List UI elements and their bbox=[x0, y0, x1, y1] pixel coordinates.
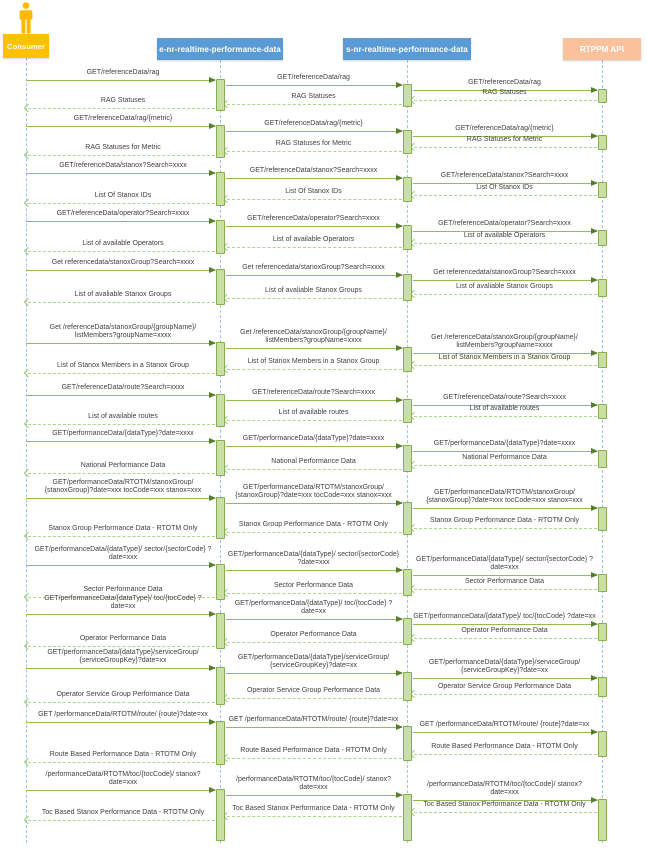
response-label: List of available Operators bbox=[272, 236, 355, 244]
activation-bar-s-nr-realtime-performance-data bbox=[403, 225, 412, 250]
request-arrow bbox=[26, 498, 215, 499]
response-arrow bbox=[227, 698, 402, 699]
response-label: National Performance Data bbox=[80, 462, 166, 470]
request-label: /performanceData/RTOTM/toc/{tocCode}/ stanox?date=xxx bbox=[45, 770, 201, 787]
activation-bar-s-nr-realtime-performance-data bbox=[403, 726, 412, 761]
response-arrow bbox=[414, 416, 597, 417]
request-label: GET/performanceData/{dataType}/serviceGroup/ {serviceGroupKey}?date=xx bbox=[237, 653, 390, 670]
response-arrow bbox=[414, 528, 597, 529]
response-label: List of avaliable Stanox Groups bbox=[265, 287, 362, 295]
response-arrow bbox=[227, 199, 402, 200]
response-arrow bbox=[414, 694, 597, 695]
request-label: GET /performanceData/RTOTM/route/ {route}?date=xx bbox=[228, 716, 399, 724]
request-arrow bbox=[26, 565, 215, 566]
request-label: GET/performanceData/{dataType}/ sector/{sectorCode} ?date=xxx bbox=[34, 545, 212, 562]
request-label: Get /referenceData/stanoxGroup/{groupName}/ listMembers?groupName=xxxx bbox=[431, 333, 578, 350]
request-label: GET/performanceData/RTOTM/stanoxGroup/ {stanoxGroup}?date=xxx tocCode=xxx stanox=xxx bbox=[235, 483, 392, 500]
response-label: List of Stanox Members in a Stanox Group bbox=[247, 358, 380, 366]
response-label: List of avaliable Stanox Groups bbox=[74, 291, 172, 299]
request-arrow bbox=[413, 624, 597, 625]
response-label: Operator Performance Data bbox=[461, 627, 548, 635]
response-label: List of Stanox Members in a Stanox Group bbox=[57, 362, 189, 370]
response-arrow bbox=[227, 104, 402, 105]
request-label: GET/referenceData/operator?Search=xxxx bbox=[56, 210, 190, 218]
response-arrow bbox=[414, 100, 597, 101]
activation-bar-s-nr-realtime-performance-data bbox=[403, 177, 412, 202]
activation-bar-e-nr-realtime-performance-data bbox=[216, 440, 225, 476]
request-label: GET/referenceData/route?Search=xxxx bbox=[61, 384, 185, 392]
response-label: Operator Performance Data bbox=[79, 635, 167, 643]
request-label: GET/referenceData/rag bbox=[277, 74, 350, 82]
request-arrow bbox=[26, 270, 215, 271]
activation-bar-rtppm-api bbox=[598, 450, 607, 468]
response-label: RAG Statuses bbox=[291, 93, 336, 101]
response-label: Stanox Group Performance Data - RTOTM Only bbox=[238, 521, 389, 529]
activation-bar-s-nr-realtime-performance-data bbox=[403, 130, 412, 154]
response-arrow bbox=[414, 812, 597, 813]
response-arrow bbox=[414, 465, 597, 466]
activation-bar-e-nr-realtime-performance-data bbox=[216, 342, 225, 376]
actor-header-rtppm-api bbox=[563, 38, 641, 60]
request-arrow bbox=[26, 722, 215, 723]
request-arrow bbox=[226, 795, 402, 796]
response-arrow bbox=[414, 589, 597, 590]
response-arrow bbox=[414, 294, 597, 295]
response-arrow bbox=[28, 473, 215, 474]
response-label: Stanox Group Performance Data - RTOTM Only bbox=[48, 525, 198, 533]
activation-bar-rtppm-api bbox=[598, 135, 607, 150]
request-label: GET/performanceData/{dataType}?date=xxxx bbox=[52, 430, 194, 438]
request-label: Get referencedata/stanoxGroup?Search=xxxx bbox=[242, 264, 385, 272]
response-arrow bbox=[227, 469, 402, 470]
response-label: Route Based Performance Data - RTOTM Only bbox=[240, 747, 387, 755]
request-label: GET/performanceData/{dataType}/ toc/{tocCode} ?date=xx bbox=[413, 613, 596, 621]
request-arrow bbox=[26, 126, 215, 127]
activation-bar-rtppm-api bbox=[598, 230, 607, 246]
response-arrow bbox=[28, 108, 215, 109]
response-arrow bbox=[414, 147, 597, 148]
request-arrow bbox=[26, 173, 215, 174]
response-label: Toc Based Stanox Performance Data - RTOTM Only bbox=[41, 809, 205, 817]
request-arrow bbox=[26, 668, 215, 669]
response-label: List Of Stanox IDs bbox=[94, 192, 152, 200]
request-label: Get /referenceData/stanoxGroup/{groupName}/ listMembers?groupName=xxxx bbox=[240, 328, 387, 345]
request-arrow bbox=[26, 395, 215, 396]
response-arrow bbox=[28, 702, 215, 703]
request-arrow bbox=[413, 732, 597, 733]
response-label: List of available routes bbox=[88, 413, 158, 421]
activation-bar-rtppm-api bbox=[598, 507, 607, 531]
request-label: GET/referenceData/rag/{metric} bbox=[73, 115, 173, 123]
activation-bar-e-nr-realtime-performance-data bbox=[216, 613, 225, 649]
response-arrow bbox=[227, 298, 402, 299]
request-label: GET/performanceData/{dataType}?date=xxxx bbox=[242, 435, 385, 443]
activation-bar-s-nr-realtime-performance-data bbox=[403, 672, 412, 701]
activation-bar-s-nr-realtime-performance-data bbox=[403, 445, 412, 472]
response-label: List Of Stanox IDs bbox=[476, 184, 533, 192]
response-arrow bbox=[414, 195, 597, 196]
response-label: Operator Service Group Performance Data bbox=[437, 683, 572, 691]
request-label: GET/referenceData/stanox?Search=xxxx bbox=[440, 172, 569, 180]
response-label: RAG Statuses for Metric bbox=[275, 140, 352, 148]
activation-bar-e-nr-realtime-performance-data bbox=[216, 564, 225, 600]
activation-bar-e-nr-realtime-performance-data bbox=[216, 667, 225, 705]
response-label: List of avaliable Stanox Groups bbox=[456, 283, 553, 291]
response-label: Operator Performance Data bbox=[270, 631, 357, 639]
request-arrow bbox=[413, 508, 597, 509]
response-arrow bbox=[28, 762, 215, 763]
activation-bar-rtppm-api bbox=[598, 89, 607, 103]
activation-bar-rtppm-api bbox=[598, 182, 607, 198]
request-label: GET/referenceData/operator?Search=xxxx bbox=[438, 220, 571, 228]
activation-bar-rtppm-api bbox=[598, 279, 607, 297]
response-label: List of available Operators bbox=[82, 240, 164, 248]
response-arrow bbox=[28, 536, 215, 537]
request-label: GET/referenceData/rag/{metric} bbox=[455, 125, 554, 133]
request-label: GET/referenceData/route?Search=xxxx bbox=[252, 389, 375, 397]
response-arrow bbox=[227, 532, 402, 533]
request-arrow bbox=[226, 131, 402, 132]
activation-bar-rtppm-api bbox=[598, 352, 607, 368]
response-arrow bbox=[414, 638, 597, 639]
response-arrow bbox=[28, 155, 215, 156]
response-label: RAG Statuses for Metric bbox=[85, 144, 161, 152]
response-arrow bbox=[28, 820, 215, 821]
response-label: List of available routes bbox=[469, 405, 540, 413]
request-label: GET /performanceData/RTOTM/route/ {route}?date=xx bbox=[419, 721, 590, 729]
request-arrow bbox=[226, 619, 402, 620]
response-label: Stanox Group Performance Data - RTOTM Only bbox=[429, 517, 580, 525]
request-arrow bbox=[226, 446, 402, 447]
request-arrow bbox=[413, 678, 597, 679]
response-label: List of Stanox Members in a Stanox Group bbox=[438, 354, 571, 362]
request-label: Get /referenceData/stanoxGroup/{groupName}/ listMembers?groupName=xxxx bbox=[49, 323, 197, 340]
activation-bar-s-nr-realtime-performance-data bbox=[403, 618, 412, 645]
request-arrow bbox=[226, 226, 402, 227]
request-arrow bbox=[226, 348, 402, 349]
activation-bar-e-nr-realtime-performance-data bbox=[216, 721, 225, 765]
activation-bar-s-nr-realtime-performance-data bbox=[403, 274, 412, 301]
response-arrow bbox=[28, 646, 215, 647]
actor-label: s-nr-realtime-performance-data bbox=[346, 44, 468, 54]
response-label: Route Based Performance Data - RTOTM Only bbox=[431, 743, 578, 751]
response-label: Route Based Performance Data - RTOTM Only bbox=[49, 751, 197, 759]
response-arrow bbox=[28, 251, 215, 252]
request-label: GET/referenceData/rag bbox=[468, 79, 541, 87]
actor-label: e-nr-realtime-performance-data bbox=[159, 44, 281, 54]
actor-header-s-nr-realtime-performance-data bbox=[343, 38, 471, 60]
response-arrow bbox=[227, 247, 402, 248]
request-arrow bbox=[26, 343, 215, 344]
response-label: National Performance Data bbox=[462, 454, 547, 462]
request-label: GET/referenceData/stanox?Search=xxxx bbox=[249, 167, 378, 175]
activation-bar-e-nr-realtime-performance-data bbox=[216, 789, 225, 841]
request-label: GET/performanceData/{dataType}/ sector/{sectorCode} ?date=xxx bbox=[227, 550, 400, 567]
response-label: Sector Performance Data bbox=[83, 586, 163, 594]
activation-bar-rtppm-api bbox=[598, 574, 607, 592]
request-label: GET/referenceData/rag/{metric} bbox=[264, 120, 363, 128]
response-label: Operator Service Group Performance Data bbox=[56, 691, 190, 699]
activation-bar-e-nr-realtime-performance-data bbox=[216, 125, 225, 158]
actor-label: Consumer bbox=[7, 41, 45, 51]
request-label: GET/performanceData/{dataType}/ toc/{tocCode} ?date=xx bbox=[234, 599, 393, 616]
request-label: GET/performanceData/RTOTM/stanoxGroup/ {stanoxGroup}?date=xxx tocCode=xxx stanox=xxx bbox=[44, 478, 202, 495]
response-arrow bbox=[414, 754, 597, 755]
activation-bar-s-nr-realtime-performance-data bbox=[403, 794, 412, 841]
activation-bar-e-nr-realtime-performance-data bbox=[216, 172, 225, 206]
activation-bar-s-nr-realtime-performance-data bbox=[403, 84, 412, 107]
response-arrow bbox=[227, 642, 402, 643]
activation-bar-e-nr-realtime-performance-data bbox=[216, 497, 225, 539]
response-label: Sector Performance Data bbox=[274, 582, 353, 590]
request-arrow bbox=[26, 80, 215, 81]
request-label: Get referencedata/stanoxGroup?Search=xxxx bbox=[51, 259, 195, 267]
actor-label: RTPPM API bbox=[579, 44, 625, 54]
request-label: GET/referenceData/route?Search=xxxx bbox=[443, 394, 566, 402]
activation-bar-s-nr-realtime-performance-data bbox=[403, 347, 412, 372]
response-label: Toc Based Stanox Performance Data - RTOTM Only bbox=[232, 805, 395, 813]
response-label: RAG Statuses bbox=[100, 97, 146, 105]
activation-bar-rtppm-api bbox=[598, 731, 607, 757]
response-arrow bbox=[227, 151, 402, 152]
response-arrow bbox=[227, 420, 402, 421]
request-label: GET/referenceData/rag bbox=[86, 69, 160, 77]
response-arrow bbox=[227, 816, 402, 817]
response-label: National Performance Data bbox=[271, 458, 356, 466]
request-arrow bbox=[413, 451, 597, 452]
request-label: /performanceData/RTOTM/toc/{tocCode}/ stanox?date=xxx bbox=[236, 775, 391, 792]
request-arrow bbox=[26, 441, 215, 442]
response-arrow bbox=[227, 593, 402, 594]
activation-bar-rtppm-api bbox=[598, 404, 607, 419]
request-arrow bbox=[226, 400, 402, 401]
request-label: GET/performanceData/{dataType}/serviceGroup/ {serviceGroupKey}?date=xx bbox=[47, 648, 199, 665]
response-label: RAG Statuses for Metric bbox=[466, 136, 543, 144]
request-label: GET/performanceData/{dataType}?date=xxxx bbox=[433, 440, 576, 448]
response-arrow bbox=[28, 424, 215, 425]
response-label: Sector Performance Data bbox=[465, 578, 544, 586]
request-arrow bbox=[26, 221, 215, 222]
activation-bar-s-nr-realtime-performance-data bbox=[403, 399, 412, 423]
activation-bar-e-nr-realtime-performance-data bbox=[216, 79, 225, 111]
activation-bar-rtppm-api bbox=[598, 799, 607, 841]
actor-header-consumer bbox=[3, 34, 49, 58]
request-arrow bbox=[226, 85, 402, 86]
request-arrow bbox=[226, 503, 402, 504]
response-label: RAG Statuses bbox=[482, 89, 527, 97]
response-label: List Of Stanox IDs bbox=[285, 188, 342, 196]
request-arrow bbox=[413, 575, 597, 576]
request-label: GET/performanceData/{dataType}/serviceGroup/ {serviceGroupKey}?date=xx bbox=[428, 658, 581, 675]
response-arrow bbox=[227, 369, 402, 370]
lifeline-consumer bbox=[26, 58, 27, 843]
response-arrow bbox=[28, 302, 215, 303]
activation-bar-rtppm-api bbox=[598, 677, 607, 697]
request-label: GET/referenceData/operator?Search=xxxx bbox=[247, 215, 380, 223]
response-arrow bbox=[28, 203, 215, 204]
request-label: /performanceData/RTOTM/toc/{tocCode}/ stanox?date=xxx bbox=[427, 780, 582, 797]
activation-bar-e-nr-realtime-performance-data bbox=[216, 220, 225, 254]
activation-bar-s-nr-realtime-performance-data bbox=[403, 502, 412, 535]
response-arrow bbox=[414, 365, 597, 366]
response-arrow bbox=[28, 373, 215, 374]
response-label: Toc Based Stanox Performance Data - RTOTM Only bbox=[423, 801, 586, 809]
activation-bar-rtppm-api bbox=[598, 623, 607, 641]
actor-header-e-nr-realtime-performance-data bbox=[157, 38, 283, 60]
request-arrow bbox=[226, 570, 402, 571]
request-arrow bbox=[226, 727, 402, 728]
activation-bar-s-nr-realtime-performance-data bbox=[403, 569, 412, 596]
request-arrow bbox=[26, 614, 215, 615]
request-label: Get referencedata/stanoxGroup?Search=xxxx bbox=[433, 269, 576, 277]
response-arrow bbox=[227, 758, 402, 759]
activation-bar-e-nr-realtime-performance-data bbox=[216, 394, 225, 427]
response-label: List of available Operators bbox=[463, 232, 546, 240]
response-label: List of available routes bbox=[278, 409, 349, 417]
request-arrow bbox=[226, 178, 402, 179]
request-label: GET/performanceData/RTOTM/stanoxGroup/ {stanoxGroup}?date=xxx tocCode=xxx stanox=xxx bbox=[426, 488, 583, 505]
request-label: GET /performanceData/RTOTM/route/ {route}?date=xx bbox=[38, 711, 208, 719]
activation-bar-e-nr-realtime-performance-data bbox=[216, 269, 225, 305]
request-arrow bbox=[26, 790, 215, 791]
request-label: GET/performanceData/{dataType}/ toc/{tocCode} ?date=xx bbox=[44, 594, 202, 611]
request-arrow bbox=[226, 673, 402, 674]
person-icon-svg bbox=[15, 2, 37, 34]
request-arrow bbox=[413, 280, 597, 281]
request-arrow bbox=[226, 275, 402, 276]
request-label: GET/performanceData/{dataType}/ sector/{sectorCode} ?date=xxx bbox=[415, 555, 594, 572]
response-label: Operator Service Group Performance Data bbox=[246, 687, 381, 695]
request-label: GET/referenceData/stanox?Search=xxxx bbox=[59, 162, 187, 170]
response-arrow bbox=[414, 243, 597, 244]
